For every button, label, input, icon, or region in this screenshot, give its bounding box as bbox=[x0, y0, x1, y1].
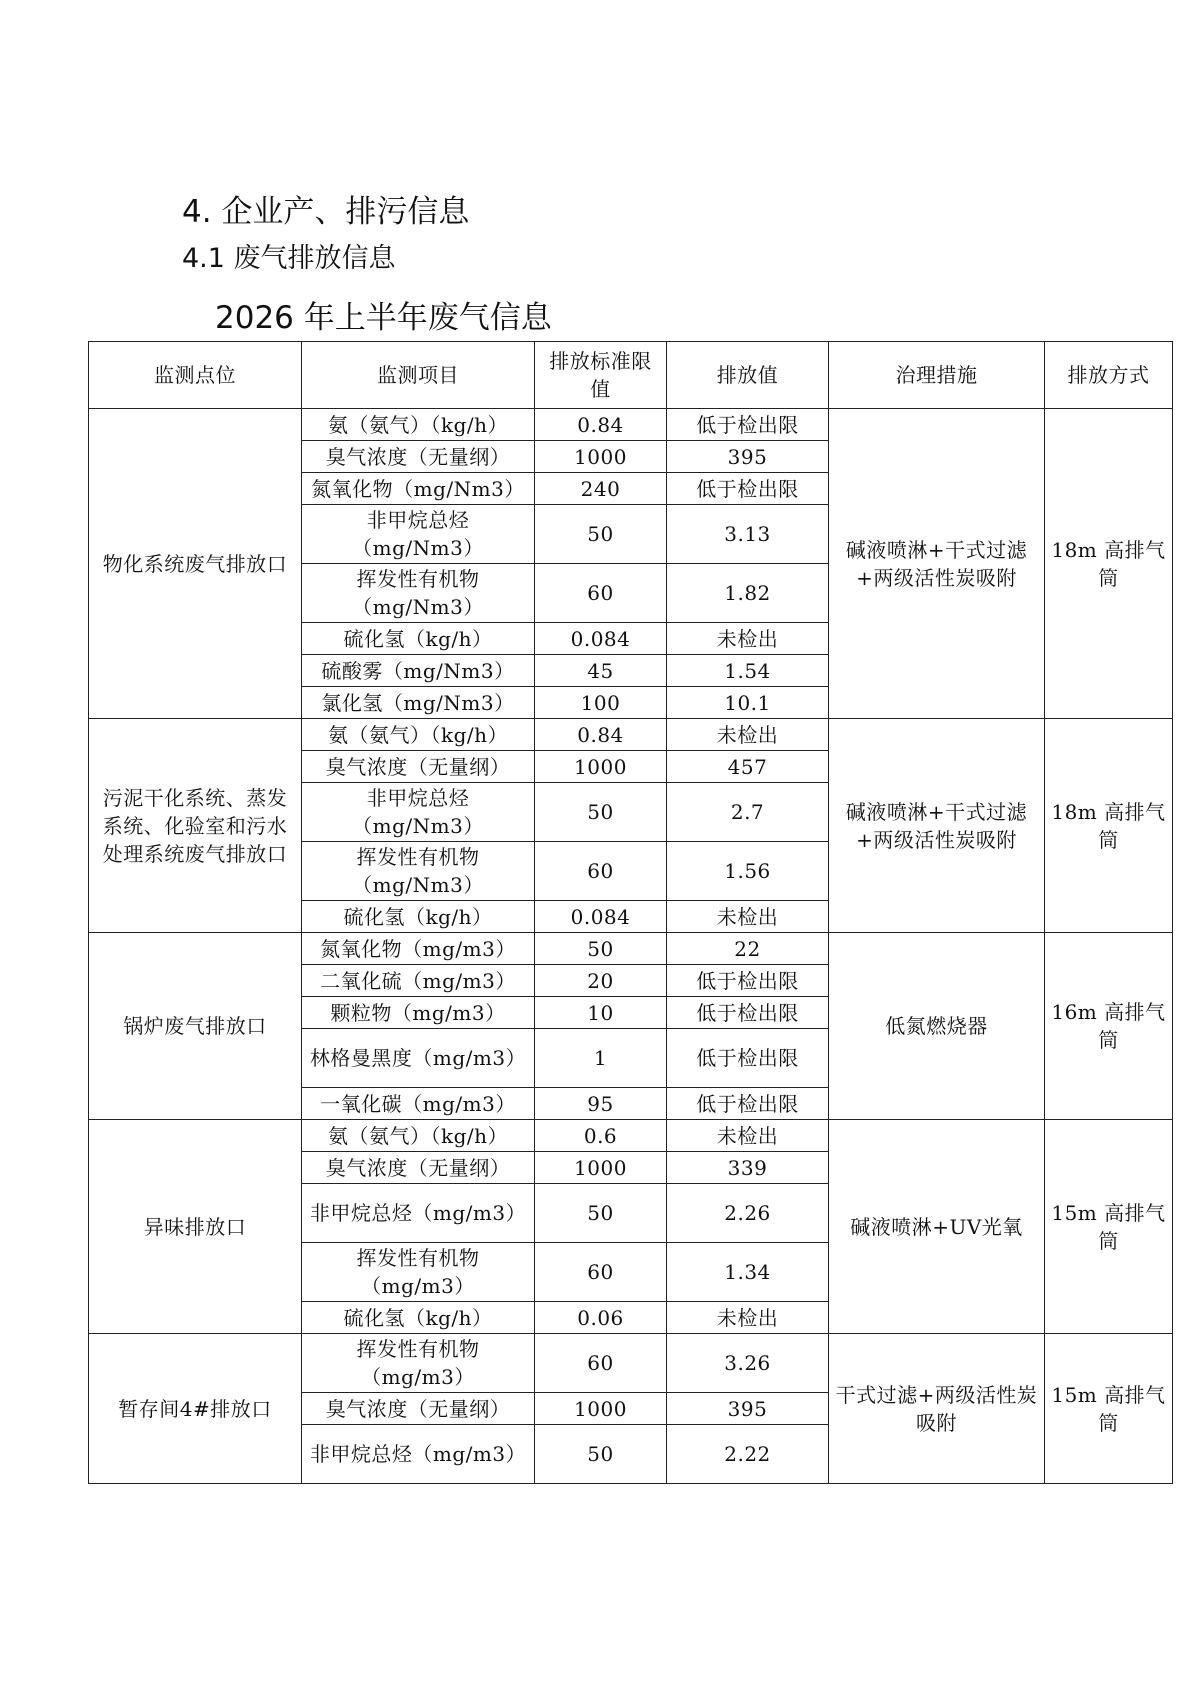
subsection-title: 4.1 废气排放信息 bbox=[182, 243, 396, 274]
monitoring-item-cell: 氨（氨气）（kg/h） bbox=[302, 409, 535, 441]
emission-limit-cell: 0.06 bbox=[535, 1302, 667, 1334]
emission-value-cell: 3.26 bbox=[667, 1334, 829, 1393]
monitoring-item-cell: 氮氧化物（mg/m3） bbox=[302, 933, 535, 965]
emission-value-cell: 395 bbox=[667, 1393, 829, 1425]
monitoring-item-cell: 臭气浓度（无量纲） bbox=[302, 1152, 535, 1184]
emission-value-cell: 1.82 bbox=[667, 564, 829, 623]
emission-value-cell: 未检出 bbox=[667, 901, 829, 933]
emission-limit-cell: 50 bbox=[535, 783, 667, 842]
emission-limit-cell: 1000 bbox=[535, 1393, 667, 1425]
emission-value-cell: 未检出 bbox=[667, 1120, 829, 1152]
emission-value-cell: 2.7 bbox=[667, 783, 829, 842]
monitoring-point-cell: 暂存间4#排放口 bbox=[89, 1334, 302, 1484]
emission-limit-cell: 0.084 bbox=[535, 623, 667, 655]
treatment-measure-cell: 碱液喷淋+干式过滤+两级活性炭吸附 bbox=[829, 719, 1045, 933]
emission-limit-cell: 50 bbox=[535, 1184, 667, 1243]
monitoring-item-cell: 硫化氢（kg/h） bbox=[302, 1302, 535, 1334]
emission-limit-cell: 60 bbox=[535, 1243, 667, 1302]
table-body bbox=[89, 409, 1173, 1484]
discharge-method-cell: 18m 高排气筒 bbox=[1045, 409, 1173, 719]
emission-value-cell: 1.56 bbox=[667, 842, 829, 901]
monitoring-item-cell: 林格曼黑度（mg/m3） bbox=[302, 1029, 535, 1088]
section-title: 4. 企业产、排污信息 bbox=[182, 194, 470, 230]
emission-limit-cell: 60 bbox=[535, 1334, 667, 1393]
treatment-measure-cell: 碱液喷淋+干式过滤+两级活性炭吸附 bbox=[829, 409, 1045, 719]
monitoring-item-cell: 硫化氢（kg/h） bbox=[302, 623, 535, 655]
emission-limit-cell: 50 bbox=[535, 1425, 667, 1484]
emission-value-cell: 10.1 bbox=[667, 687, 829, 719]
emission-value-cell: 339 bbox=[667, 1152, 829, 1184]
emission-limit-cell: 60 bbox=[535, 564, 667, 623]
col-header-measure: 治理措施 bbox=[829, 342, 1045, 409]
emission-value-cell: 低于检出限 bbox=[667, 965, 829, 997]
emission-limit-cell: 95 bbox=[535, 1088, 667, 1120]
monitoring-item-cell: 臭气浓度（无量纲） bbox=[302, 441, 535, 473]
monitoring-item-cell: 颗粒物（mg/m3） bbox=[302, 997, 535, 1029]
emission-value-cell: 低于检出限 bbox=[667, 473, 829, 505]
emission-value-cell: 3.13 bbox=[667, 505, 829, 564]
emission-limit-cell: 1000 bbox=[535, 751, 667, 783]
table-row bbox=[89, 1120, 1173, 1152]
monitoring-point-cell: 锅炉废气排放口 bbox=[89, 933, 302, 1120]
monitoring-item-cell: 氮氧化物（mg/Nm3） bbox=[302, 473, 535, 505]
emission-value-cell: 395 bbox=[667, 441, 829, 473]
emission-limit-cell: 1000 bbox=[535, 1152, 667, 1184]
emission-value-cell: 22 bbox=[667, 933, 829, 965]
emission-limit-cell: 20 bbox=[535, 965, 667, 997]
col-header-method: 排放方式 bbox=[1045, 342, 1173, 409]
col-header-item: 监测项目 bbox=[302, 342, 535, 409]
emission-limit-cell: 0.6 bbox=[535, 1120, 667, 1152]
emission-limit-cell: 0.84 bbox=[535, 409, 667, 441]
emission-value-cell: 低于检出限 bbox=[667, 409, 829, 441]
table-row bbox=[89, 719, 1173, 751]
monitoring-item-cell: 挥发性有机物（mg/Nm3） bbox=[302, 842, 535, 901]
emission-value-cell: 未检出 bbox=[667, 623, 829, 655]
emission-limit-cell: 0.084 bbox=[535, 901, 667, 933]
emission-limit-cell: 45 bbox=[535, 655, 667, 687]
monitoring-item-cell: 硫化氢（kg/h） bbox=[302, 901, 535, 933]
emission-limit-cell: 240 bbox=[535, 473, 667, 505]
col-header-value: 排放值 bbox=[667, 342, 829, 409]
table-row bbox=[89, 933, 1173, 965]
monitoring-point-cell: 污泥干化系统、蒸发系统、化验室和污水处理系统废气排放口 bbox=[89, 719, 302, 933]
treatment-measure-cell: 碱液喷淋+UV光氧 bbox=[829, 1120, 1045, 1334]
emission-value-cell: 1.34 bbox=[667, 1243, 829, 1302]
col-header-point: 监测点位 bbox=[89, 342, 302, 409]
emission-value-cell: 1.54 bbox=[667, 655, 829, 687]
emission-value-cell: 未检出 bbox=[667, 719, 829, 751]
monitoring-point-cell: 异味排放口 bbox=[89, 1120, 302, 1334]
monitoring-item-cell: 臭气浓度（无量纲） bbox=[302, 751, 535, 783]
col-header-limit: 排放标准限值 bbox=[535, 342, 667, 409]
table-header-row bbox=[89, 342, 1173, 409]
emission-limit-cell: 50 bbox=[535, 933, 667, 965]
monitoring-item-cell: 挥发性有机物（mg/Nm3） bbox=[302, 564, 535, 623]
emission-limit-cell: 50 bbox=[535, 505, 667, 564]
emission-value-cell: 未检出 bbox=[667, 1302, 829, 1334]
monitoring-item-cell: 非甲烷总烃（mg/m3） bbox=[302, 1184, 535, 1243]
monitoring-item-cell: 挥发性有机物（mg/m3） bbox=[302, 1243, 535, 1302]
table-row bbox=[89, 1334, 1173, 1393]
emission-value-cell: 2.26 bbox=[667, 1184, 829, 1243]
monitoring-item-cell: 臭气浓度（无量纲） bbox=[302, 1393, 535, 1425]
table-row bbox=[89, 409, 1173, 441]
monitoring-item-cell: 氨（氨气）（kg/h） bbox=[302, 719, 535, 751]
monitoring-item-cell: 挥发性有机物（mg/m3） bbox=[302, 1334, 535, 1393]
emission-value-cell: 低于检出限 bbox=[667, 1088, 829, 1120]
table-title: 2026 年上半年废气信息 bbox=[215, 300, 552, 336]
emission-value-cell: 2.22 bbox=[667, 1425, 829, 1484]
monitoring-point-cell: 物化系统废气排放口 bbox=[89, 409, 302, 719]
emission-limit-cell: 100 bbox=[535, 687, 667, 719]
emission-limit-cell: 1 bbox=[535, 1029, 667, 1088]
discharge-method-cell: 16m 高排气筒 bbox=[1045, 933, 1173, 1120]
discharge-method-cell: 15m 高排气筒 bbox=[1045, 1120, 1173, 1334]
emission-limit-cell: 10 bbox=[535, 997, 667, 1029]
monitoring-item-cell: 非甲烷总烃（mg/Nm3） bbox=[302, 783, 535, 842]
monitoring-item-cell: 硫酸雾（mg/Nm3） bbox=[302, 655, 535, 687]
monitoring-item-cell: 氨（氨气）（kg/h） bbox=[302, 1120, 535, 1152]
treatment-measure-cell: 干式过滤+两级活性炭吸附 bbox=[829, 1334, 1045, 1484]
monitoring-item-cell: 氯化氢（mg/Nm3） bbox=[302, 687, 535, 719]
monitoring-item-cell: 非甲烷总烃（mg/Nm3） bbox=[302, 505, 535, 564]
monitoring-item-cell: 二氧化硫（mg/m3） bbox=[302, 965, 535, 997]
emission-limit-cell: 0.84 bbox=[535, 719, 667, 751]
emission-table bbox=[88, 341, 1173, 1484]
monitoring-item-cell: 一氧化碳（mg/m3） bbox=[302, 1088, 535, 1120]
emission-value-cell: 低于检出限 bbox=[667, 997, 829, 1029]
discharge-method-cell: 18m 高排气筒 bbox=[1045, 719, 1173, 933]
emission-limit-cell: 60 bbox=[535, 842, 667, 901]
monitoring-item-cell: 非甲烷总烃（mg/m3） bbox=[302, 1425, 535, 1484]
emission-value-cell: 低于检出限 bbox=[667, 1029, 829, 1088]
emission-value-cell: 457 bbox=[667, 751, 829, 783]
emission-limit-cell: 1000 bbox=[535, 441, 667, 473]
treatment-measure-cell: 低氮燃烧器 bbox=[829, 933, 1045, 1120]
discharge-method-cell: 15m 高排气筒 bbox=[1045, 1334, 1173, 1484]
